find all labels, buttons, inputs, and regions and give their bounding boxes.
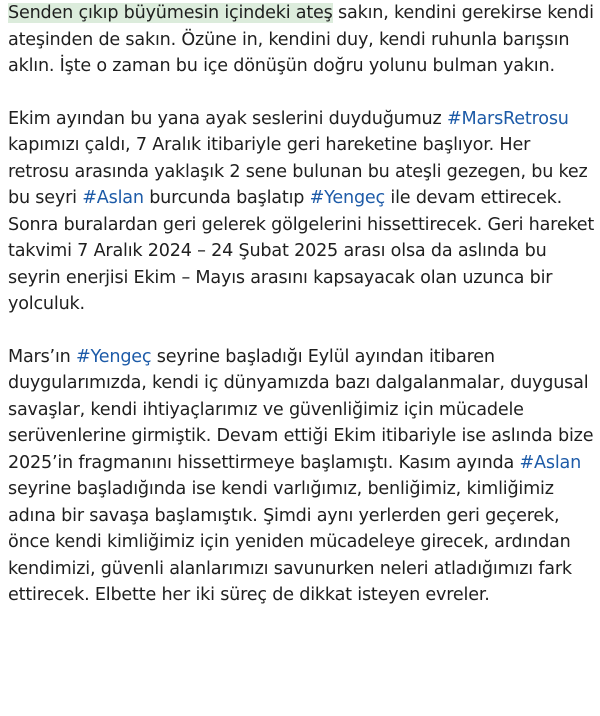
- paragraph-3: [8, 344, 596, 609]
- text-segment: Ekim ayından bu yana ayak seslerini duyduğumuz: [8, 108, 447, 129]
- text-segment: sakın, kendini gerekirse kendi ateşinden de sakın. Özüne in, kendini duy, kendi ruhunla barışsın aklın. İşte o zaman bu içe dönüşün doğru yolunu bulman yakın.: [8, 3, 594, 76]
- text-segment: seyrine başladığında ise kendi varlığımız, benliğimiz, kimliğimiz adına bir savaşa başlamıştık. Şimdi aynı yerlerden geri geçerek, önce kendi kimliğimiz için yeniden mücadeleye girecek, ardından kendimizi, güvenli alanlarımızı savunurken neleri atladığımızı fark ettirecek. Elbette her iki süreç de dikkat isteyen evreler.: [8, 479, 572, 605]
- hashtag-yengec[interactable]: #Yengeç: [309, 188, 386, 208]
- text-segment: kapımızı çaldı, 7 Aralık itibariyle geri hareketine başlıyor. Her retrosu arasında yaklaşık 2 sene bulunan bu ateşli gezegen, bu kez bu seyri: [8, 135, 588, 208]
- hashtag-aslan[interactable]: #Aslan: [82, 188, 144, 208]
- hashtag-aslan[interactable]: #Aslan: [519, 452, 582, 473]
- paragraph-2: [8, 106, 596, 318]
- hashtag-mars-retrosu[interactable]: #MarsRetrosu: [446, 108, 569, 129]
- paragraph-1: [8, 0, 596, 80]
- text-segment: seyrine başladığı Eylül ayından itibaren duygularımızda, kendi iç dünyamızda bazı dalgalanmalar, duygusal savaşlar, kendi ihtiyaçlarımız ve güvenliğimiz için mücadele serüvenlerine girmiştik. Devam ettiği Ekim itibariyle ise aslında bize 2025’in fragmanını hissettirmeye başlamıştı. Kasım ayında: [8, 346, 594, 473]
- text-segment: Mars’ın: [8, 346, 76, 367]
- hashtag-yengec[interactable]: #Yengeç: [76, 346, 152, 367]
- text-segment: ile devam ettirecek. Sonra buralardan geri gelerek gölgelerini hissettirecek. Geri hareket takvimi 7 Aralık 2024 – 24 Şubat 2025 arası olsa da aslında bu seyrin enerjisi Ekim – Mayıs arasını kapsayacak olan uzunca bir yolculuk.: [8, 188, 595, 314]
- highlighted-text: Senden çıkıp büyümesin içindeki ateş: [8, 3, 333, 23]
- post-body: [8, 0, 596, 635]
- text-segment: burcunda başlatıp: [143, 188, 310, 208]
